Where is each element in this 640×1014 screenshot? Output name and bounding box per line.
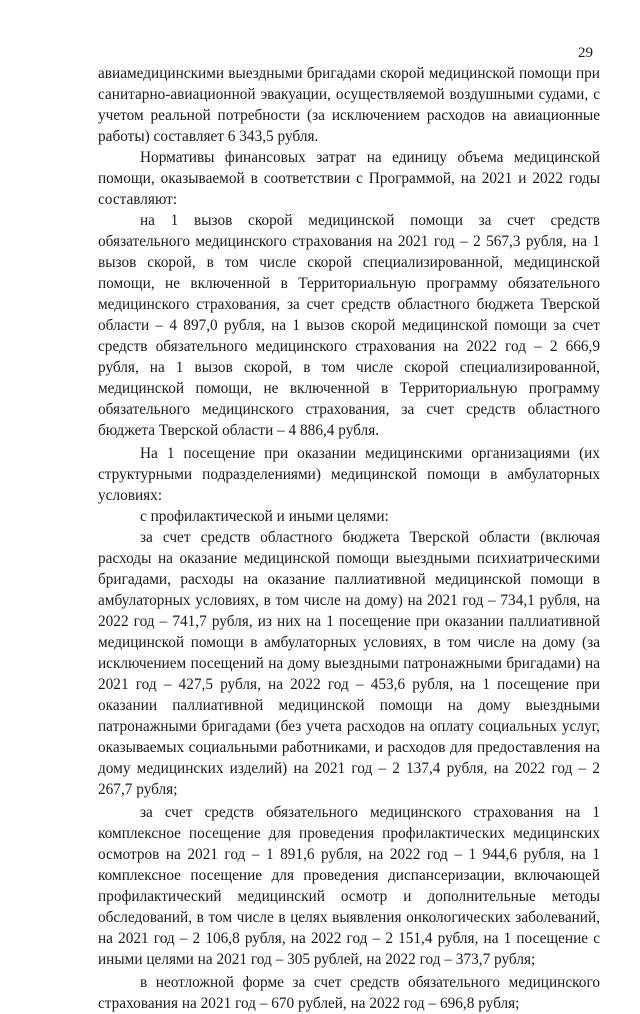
paragraph-compulsory-insurance: за счет средств обязательного медицинского страхования на 1 комплексное посещение для проведения профилактических медицинских осмотров на 2021 год – 1 891,6 рубля, на 2022 год – 1 944,6 рубля, на 1 комплексное посещение для проведения диспансеризации, включающей профилактический медицинский осмотр и дополнительные методы обследований, в том числе в целях выявления онкологических заболеваний, на 2021 год – 2 106,8 рубля, на 2022 год – 2 151,4 рубля, на 1 посещение с иными целями на 2021 год – 305 рублей, на 2022 год – 373,7 рубля; (98, 804, 600, 968)
page-number: 29 (578, 45, 593, 61)
paragraph-cost-norms-intro: Нормативы финансовых затрат на единицу объема медицинской помощи, оказываемой в соответствии с Программой, на 2021 и 2022 годы составляют: (98, 149, 600, 208)
paragraph-urgent-care: в неотложной форме за счет средств обязательного медицинского страхования на 2021 год – 670 рублей, на 2022 год – 696,8 рубля; (98, 974, 600, 1012)
paragraph-outpatient-visits-intro: На 1 посещение при оказании медицинскими организациями (их структурными подразделениями) медицинской помощи в амбулаторных условиях: (98, 445, 600, 504)
paragraph-preventive-purposes: с профилактической и иными целями: (140, 508, 389, 525)
paragraph-emergency-calls: на 1 вызов скорой медицинской помощи за счет средств обязательного медицинского страхования на 2021 год – 2 567,3 рубля, на 1 вызов скорой, в том числе скорой специализированной, медицинской помощи, не включенной в Территориальную программу обязательного медицинского страхования, за счет средств областного бюджета Тверской области – 4 897,0 рубля, на 1 вызов скорой медицинской помощи за счет средств обязательного медицинского страхования на 2022 год – 2 666,9 рубля, на 1 вызов скорой, в том числе скорой специализированной, медицинской помощи, не включенной в Территориальную программу обязательного медицинского страхования, за счет средств областного бюджета Тверской области – 4 886,4 рубля. (98, 212, 600, 439)
paragraph-regional-budget: за счет средств областного бюджета Тверской области (включая расходы на оказание медицинской помощи выездными психиатрическими бригадами, расходы на оказание паллиативной медицинской помощи в амбулаторных условиях, в том числе на дому) на 2021 год – 734,1 рубля, на 2022 год – 741,7 рубля, из них на 1 посещение при оказании паллиативной медицинской помощи в амбулаторных условиях, в том числе на дому (за исключением посещений на дому выездными патронажными бригадами) на 2021 год – 427,5 рубля, на 2022 год – 453,6 рубля, на 1 посещение при оказании паллиативной медицинской помощи на дому выездными патронажными бригадами (без учета расходов на оплату социальных услуг, оказываемых социальными работниками, и расходов для предоставления на дому медицинских изделий) на 2021 год – 2 137,4 рубля, на 2022 год – 2 267,7 рубля; (98, 529, 600, 798)
paragraph-air-ambulance: авиамедицинскими выездными бригадами скорой медицинской помощи при санитарно-авиационной эвакуации, осуществляемой воздушными судами, с учетом реальной потребности (за исключением расходов на авиационные работы) составляет 6 343,5 рубля. (98, 65, 600, 145)
document-body (98, 63, 600, 1014)
